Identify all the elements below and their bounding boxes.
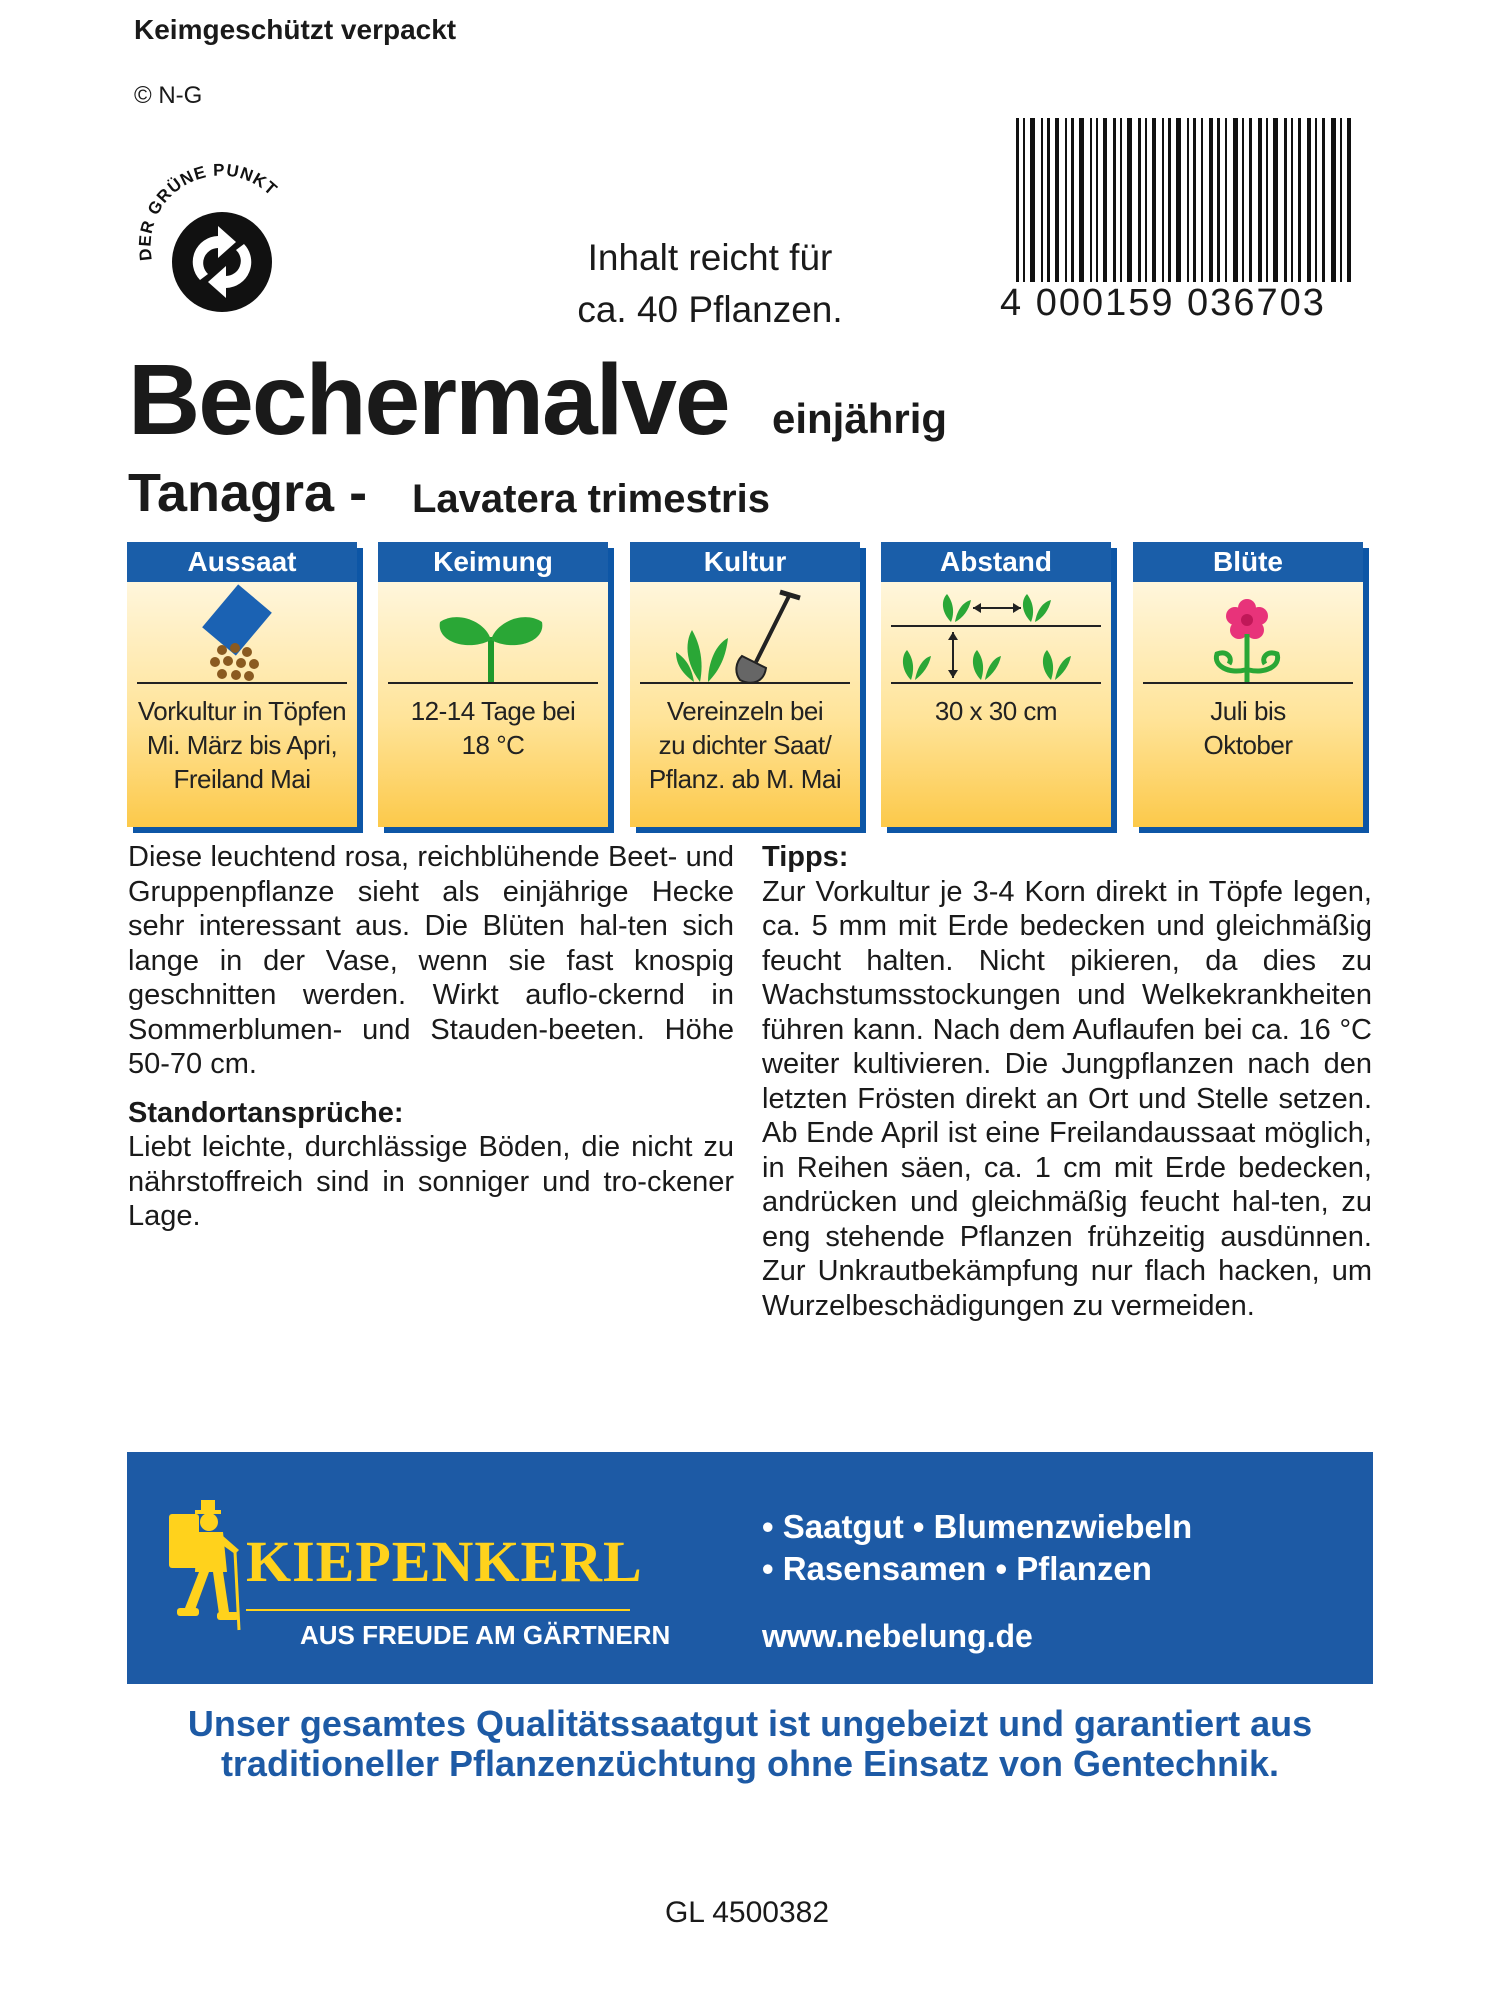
- website-link[interactable]: www.nebelung.de: [762, 1618, 1033, 1654]
- barcode-bar: [1065, 118, 1067, 298]
- product-duration: einjährig: [772, 395, 948, 442]
- spade-plant-icon: [630, 582, 860, 682]
- card-text-line: zu dichter Saat/: [658, 730, 832, 760]
- card-text-line: Oktober: [1203, 730, 1293, 760]
- barcode-bar: [1113, 118, 1116, 298]
- card-keimung: [378, 542, 608, 827]
- card-text-line: 18 °C: [461, 730, 525, 760]
- card-title: Kultur: [630, 542, 860, 582]
- card-text: [1137, 694, 1359, 762]
- card-title: Aussaat: [127, 542, 357, 582]
- card-text-line: Mi. März bis Apri,: [146, 730, 338, 760]
- copyright: © N-G: [134, 82, 203, 109]
- barcode-bar: [1041, 118, 1043, 298]
- barcode-bar: [1047, 118, 1050, 298]
- card-text: [131, 694, 353, 796]
- barcode-bar: [1209, 118, 1213, 298]
- barcode-bar: [1055, 118, 1059, 298]
- card-text-line: Vorkultur in Töpfen: [137, 696, 347, 726]
- card-text-line: Juli bis: [1210, 696, 1286, 726]
- content-amount: [550, 232, 870, 336]
- barcode-bar: [1249, 118, 1252, 298]
- seedling-icon: [378, 582, 608, 682]
- card-text-line: Pflanz. ab M. Mai: [648, 764, 842, 794]
- card-text-line: Vereinzeln bei: [666, 696, 824, 726]
- spacing-icon: [881, 582, 1111, 682]
- tips-column: [762, 840, 1372, 1323]
- barcode-bar: [1162, 118, 1164, 298]
- barcode-bar: [1258, 118, 1262, 298]
- barcode-bar: [1120, 118, 1122, 298]
- barcode-bar: [1090, 118, 1092, 298]
- barcode-bar: [1331, 118, 1336, 298]
- brand-divider: [246, 1609, 630, 1611]
- brand-slogan: AUS FREUDE AM GÄRTNERN: [300, 1620, 671, 1650]
- barcode-bar: [1030, 118, 1035, 298]
- botanical-name: Lavatera trimestris: [412, 477, 770, 521]
- ground-line: [640, 682, 850, 684]
- product-range-line: • Rasensamen • Pflanzen: [762, 1550, 1152, 1587]
- barcode-bar: [1242, 118, 1244, 298]
- seed-packet-icon: [127, 582, 357, 682]
- product-name: Bechermalve: [128, 344, 729, 456]
- barcode-bar: [1291, 118, 1293, 298]
- barcode-bar: [1307, 118, 1311, 298]
- quality-line: Unser gesamtes Qualitätssaatgut ist ungebeizt und garantiert aus: [187, 1703, 1313, 1744]
- card-text: [885, 694, 1107, 728]
- barcode-bar: [1138, 118, 1141, 298]
- barcode-bar: [1103, 118, 1107, 298]
- svg-text:DER GRÜNE PUNKT: DER GRÜNE PUNKT: [135, 160, 282, 262]
- card-aussaat: [127, 542, 357, 827]
- description-column: [128, 840, 734, 1234]
- ground-line: [1143, 682, 1353, 684]
- card-title: Keimung: [378, 542, 608, 582]
- barcode-bar: [1284, 118, 1287, 298]
- kiepenkerl-mascot-icon: [165, 1492, 245, 1634]
- barcode-bar: [1315, 118, 1317, 298]
- barcode-bar: [1266, 118, 1268, 298]
- article-number: GL 4500382: [664, 1896, 830, 1929]
- card-abstand: [881, 542, 1111, 827]
- tips-heading: Tipps:: [762, 841, 849, 873]
- card-kultur: [630, 542, 860, 827]
- card-text-line: Freiland Mai: [173, 764, 311, 794]
- card-title: Blüte: [1133, 542, 1363, 582]
- barcode-bar: [1225, 118, 1227, 298]
- barcode-bar: [1273, 118, 1278, 298]
- barcode-bar: [1096, 118, 1098, 298]
- ground-line: [891, 682, 1101, 684]
- barcode-bar: [1193, 118, 1196, 298]
- variety-name: Tanagra -: [128, 463, 368, 523]
- barcode-bar: [1071, 118, 1074, 298]
- flower-icon: [1133, 582, 1363, 682]
- barcode-bar: [1127, 118, 1132, 298]
- card-text: [382, 694, 604, 762]
- card-text: [634, 694, 856, 796]
- barcode-bar: [1322, 118, 1325, 298]
- card-text-line: 12-14 Tage bei: [410, 696, 576, 726]
- barcode-bar: [1217, 118, 1220, 298]
- barcode-bar: [1152, 118, 1156, 298]
- barcode-bar: [1298, 118, 1301, 298]
- ground-line: [137, 682, 347, 684]
- barcode-bar: [1168, 118, 1171, 298]
- content-line-1: Inhalt reicht für: [587, 237, 833, 278]
- product-range: [762, 1506, 1192, 1590]
- quality-statement: [127, 1704, 1373, 1784]
- brand-name: KIEPENKERL: [246, 1529, 643, 1594]
- card-bluete: [1133, 542, 1363, 827]
- barcode-bar: [1145, 118, 1147, 298]
- ground-line: [388, 682, 598, 684]
- barcode-bar: [1201, 118, 1203, 298]
- barcode-number: 4 000159 036703: [1000, 282, 1370, 325]
- quality-line: traditioneller Pflanzenzüchtung ohne Einsatz von Gentechnik.: [220, 1743, 1280, 1784]
- location-heading: Standortansprüche:: [128, 1096, 404, 1129]
- green-dot-logo-icon: [130, 150, 310, 330]
- card-title: Abstand: [881, 542, 1111, 582]
- product-range-line: • Saatgut • Blumenzwiebeln: [762, 1508, 1193, 1545]
- barcode-bar: [1233, 118, 1238, 298]
- info-cards: [127, 542, 1373, 827]
- barcode-bar: [1079, 118, 1084, 298]
- location-text: Liebt leichte, durchlässige Böden, die nicht zu nährstoffreich sind in sonniger und tro-ckener Lage.: [128, 1131, 734, 1232]
- description-intro: Diese leuchtend rosa, reichblühende Beet- und Gruppenpflanze sieht als einjährige Hecke sehr interessant aus. Die Blüten hal-ten sich lange in der Vase, wenn sie fast knospig geschnitten werden. Wirkt auflo-ckernd in Sommerblumen- und Stauden-beeten. Höhe 50-70 cm.: [128, 841, 734, 1080]
- content-line-2: ca. 40 Pflanzen.: [577, 289, 843, 330]
- packaging-note: Keimgeschützt verpackt: [134, 14, 457, 45]
- tips-text: Zur Vorkultur je 3-4 Korn direkt in Töpfe legen, ca. 5 mm mit Erde bedecken und gleichmäßig feucht halten. Nicht pikieren, da dies zu Wachstumsstockungen und Welkekrankheiten führen kann. Nach dem Auflaufen bei ca. 16 °C weiter kultivieren. Die Jungpflanzen nach den letzten Frösten direkt an Ort und Stelle setzen. Ab Ende April ist eine Freilandaussaat möglich, in Reihen säen, ca. 1 cm mit Erde bedecken, andrücken und gleichmäßig feucht hal-ten, zu eng stehende Pflanzen frühzeitig ausdünnen. Zur Unkrautbekämpfung nur flach hacken, um Wurzelbeschädigungen zu vermeiden.: [762, 875, 1372, 1322]
- card-text-line: 30 x 30 cm: [934, 696, 1058, 726]
